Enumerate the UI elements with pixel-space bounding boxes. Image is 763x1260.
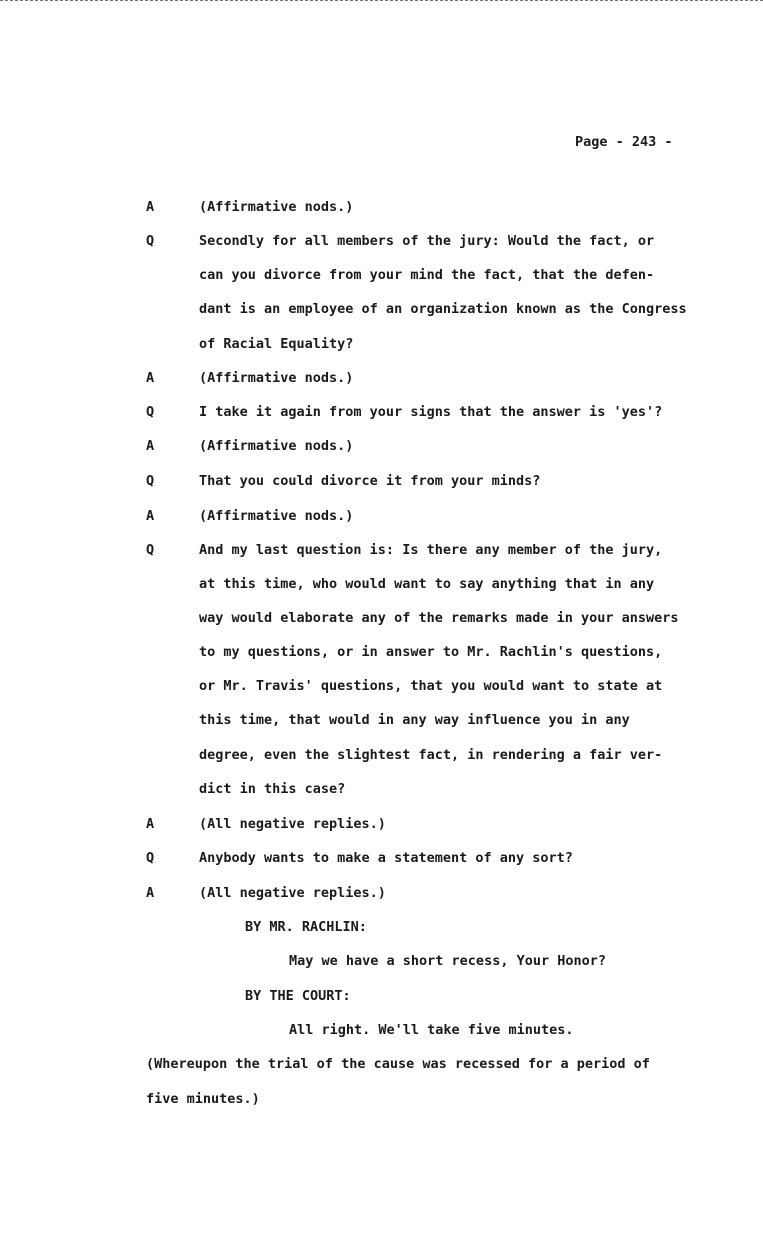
speaker-label: A — [146, 508, 155, 524]
transcript-line: of Racial Equality? — [199, 336, 354, 352]
transcript-line: (Affirmative nods.) — [199, 438, 354, 454]
transcript-line: And my last question is: Is there any member of the jury, — [199, 542, 663, 558]
speaker-label: A — [146, 438, 155, 454]
transcript-line: BY MR. RACHLIN: — [245, 919, 367, 935]
transcript-line: degree, even the slightest fact, in rendering a fair ver- — [199, 747, 663, 763]
transcript-line: or Mr. Travis' questions, that you would want to state at — [199, 678, 663, 694]
transcript-line: can you divorce from your mind the fact, that the defen- — [199, 267, 655, 283]
speaker-label: Q — [146, 473, 155, 489]
page-number-header: Page - 243 - — [575, 134, 673, 150]
transcript-line: to my questions, or in answer to Mr. Rachlin's questions, — [199, 644, 663, 660]
page-top-border — [0, 0, 763, 7]
speaker-label: Q — [146, 850, 155, 866]
transcript-line: Anybody wants to make a statement of any sort? — [199, 850, 573, 866]
transcript-line: That you could divorce it from your minds? — [199, 473, 541, 489]
speaker-label: A — [146, 370, 155, 386]
transcript-line: All right. We'll take five minutes. — [289, 1022, 574, 1038]
transcript-line: (All negative replies.) — [199, 816, 386, 832]
speaker-label: A — [146, 816, 155, 832]
speaker-label: Q — [146, 542, 155, 558]
speaker-label: A — [146, 199, 155, 215]
transcript-line: (Whereupon the trial of the cause was recessed for a period of — [146, 1056, 650, 1072]
speaker-label: A — [146, 885, 155, 901]
speaker-label: Q — [146, 404, 155, 420]
transcript-line: (Affirmative nods.) — [199, 370, 354, 386]
transcript-line: (Affirmative nods.) — [199, 508, 354, 524]
transcript-line: way would elaborate any of the remarks made in your answers — [199, 610, 679, 626]
speaker-label: Q — [146, 233, 155, 249]
transcript-line: Secondly for all members of the jury: Would the fact, or — [199, 233, 655, 249]
transcript-line: dant is an employee of an organization known as the Congress — [199, 301, 687, 317]
transcript-line: dict in this case? — [199, 781, 346, 797]
transcript-line: this time, that would in any way influence you in any — [199, 712, 630, 728]
transcript-line: at this time, who would want to say anything that in any — [199, 576, 655, 592]
transcript-line: I take it again from your signs that the answer is 'yes'? — [199, 404, 663, 420]
transcript-line: five minutes.) — [146, 1091, 260, 1107]
transcript-line: BY THE COURT: — [245, 988, 351, 1004]
transcript-line: (All negative replies.) — [199, 885, 386, 901]
transcript-line: May we have a short recess, Your Honor? — [289, 953, 606, 969]
transcript-line: (Affirmative nods.) — [199, 199, 354, 215]
